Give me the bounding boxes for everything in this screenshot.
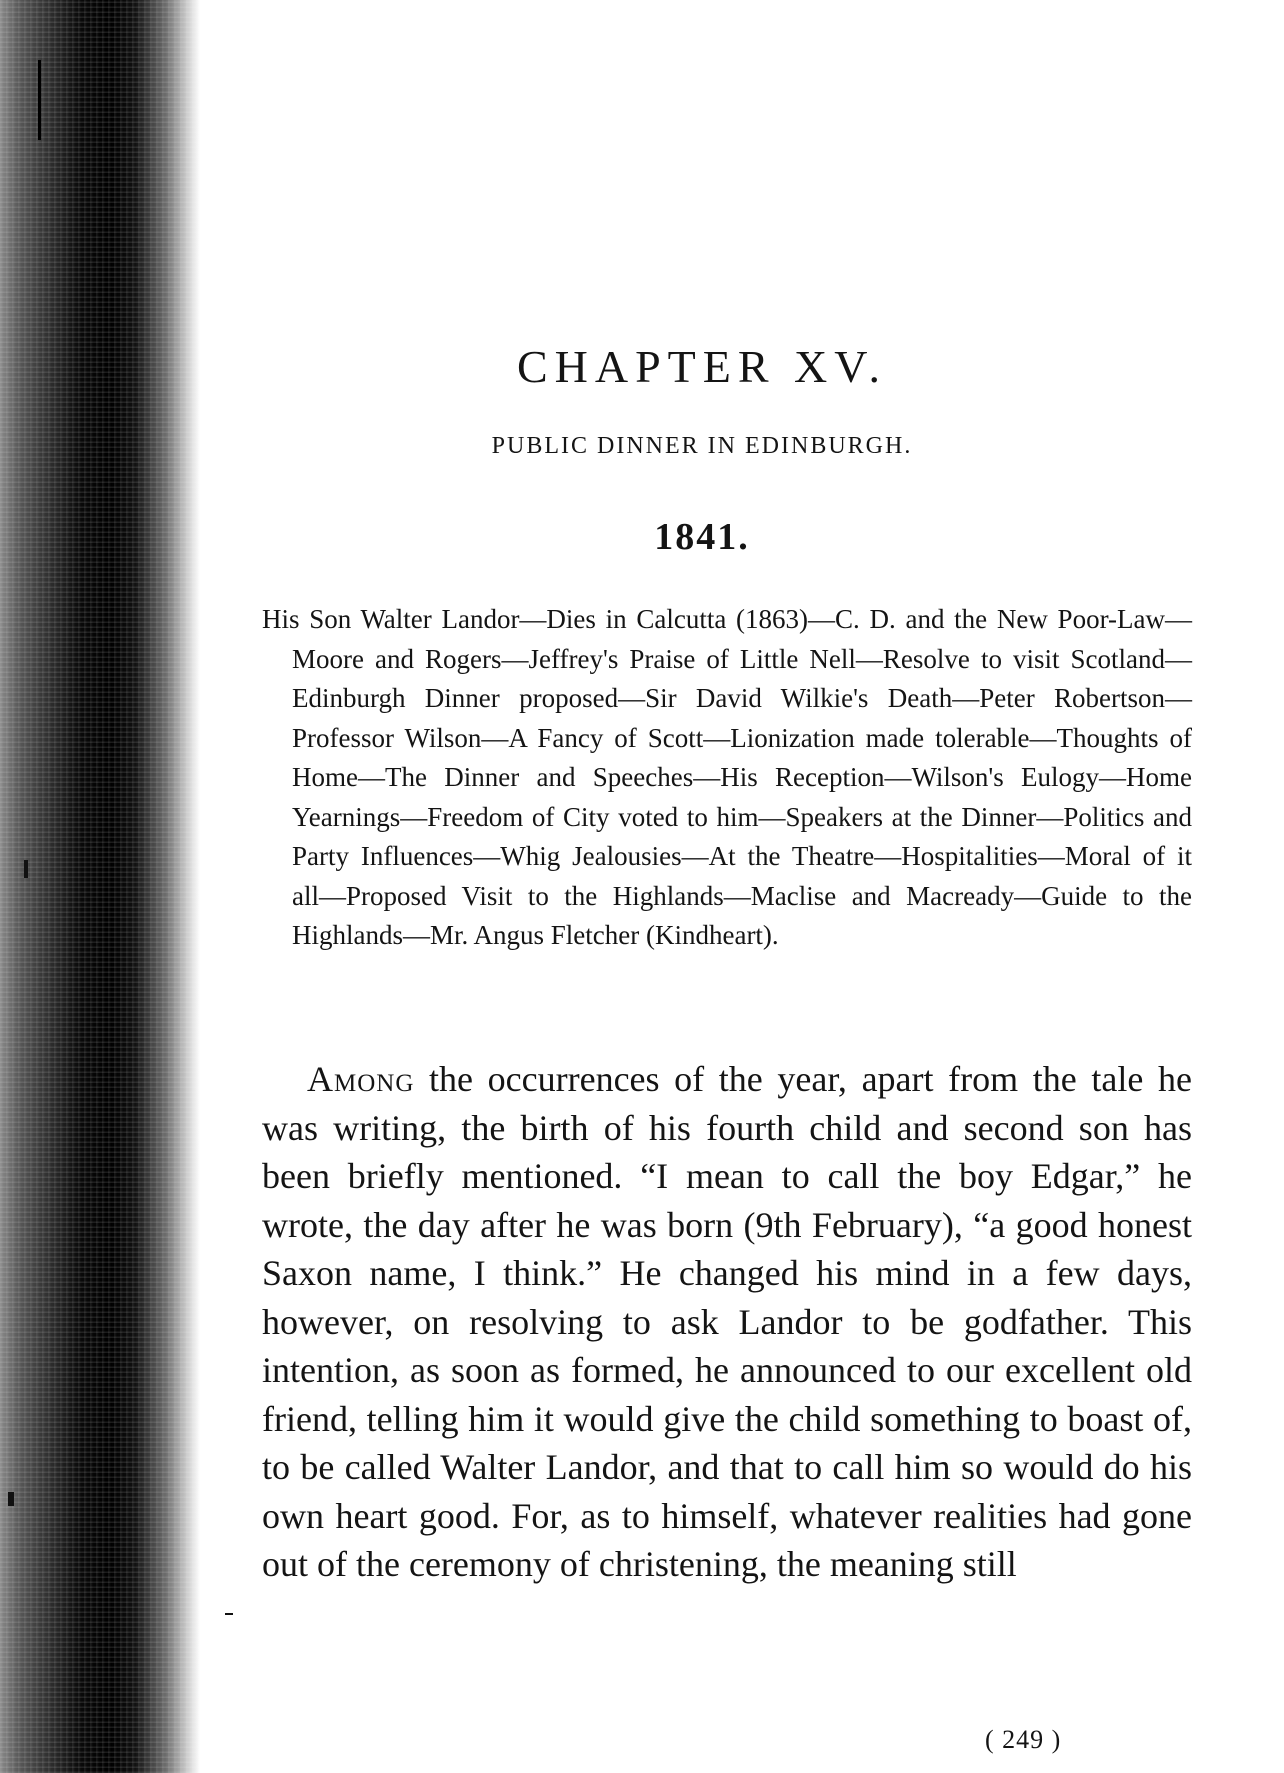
chapter-title: CHAPTER XV. [516, 341, 888, 392]
chapter-subtitle: PUBLIC DINNER IN EDINBURGH. [491, 433, 913, 459]
margin-mark [225, 1613, 233, 1615]
page-number: ( 249 ) [985, 1725, 1062, 1754]
chapter-synopsis: His Son Walter Landor—Dies in Calcutta (1863)—C. D. and the New Poor-Law—Moore and Rogers—Jeffrey's Praise of Little Nell—Resolve to visit Scotland—Edinburgh Dinner proposed—Sir David Wilkie's Death—Peter Robertson—Professor Wilson—A Fancy of Scott—Lionization made tolerable—Thoughts of Home—The Dinner and Speeches—His Reception—Wilson's Eulogy—Home Yearnings—Freedom of City voted to him—Speakers at the Dinner—Politics and Party Influences—Whig Jealousies—At the Theatre—Hospitalities—Moral of it all—Proposed Visit to the Highlands—Maclise and Macready—Guide to the Highlands—Mr. Angus Fletcher (Kindheart). [262, 604, 1192, 950]
body-paragraph [262, 1055, 1192, 1589]
margin-mark [24, 860, 28, 878]
margin-mark [38, 60, 41, 140]
margin-mark [8, 1492, 14, 1506]
paragraph-lead-word: Among [307, 1059, 415, 1099]
chapter-year: 1841. [654, 516, 750, 558]
book-spine-shadow [0, 0, 200, 1773]
paragraph-text: the occurrences of the year, apart from the tale he was writing, the birth of his fourth child and second son has been briefly mentioned. “I mean to call the boy Edgar,” he wrote, the day after he was born (9th February), “a good honest Saxon name, I think.” He changed his mind in a few days, however, on resolving to ask Landor to be godfather. This intention, as soon as formed, he announced to our excellent old friend, telling him it would give the child something to boast of, to be called Walter Landor, and that to call him so would do his own heart good. For, as to himself, whatever realities had gone out of the ceremony of christening, the meaning still [262, 1059, 1192, 1584]
